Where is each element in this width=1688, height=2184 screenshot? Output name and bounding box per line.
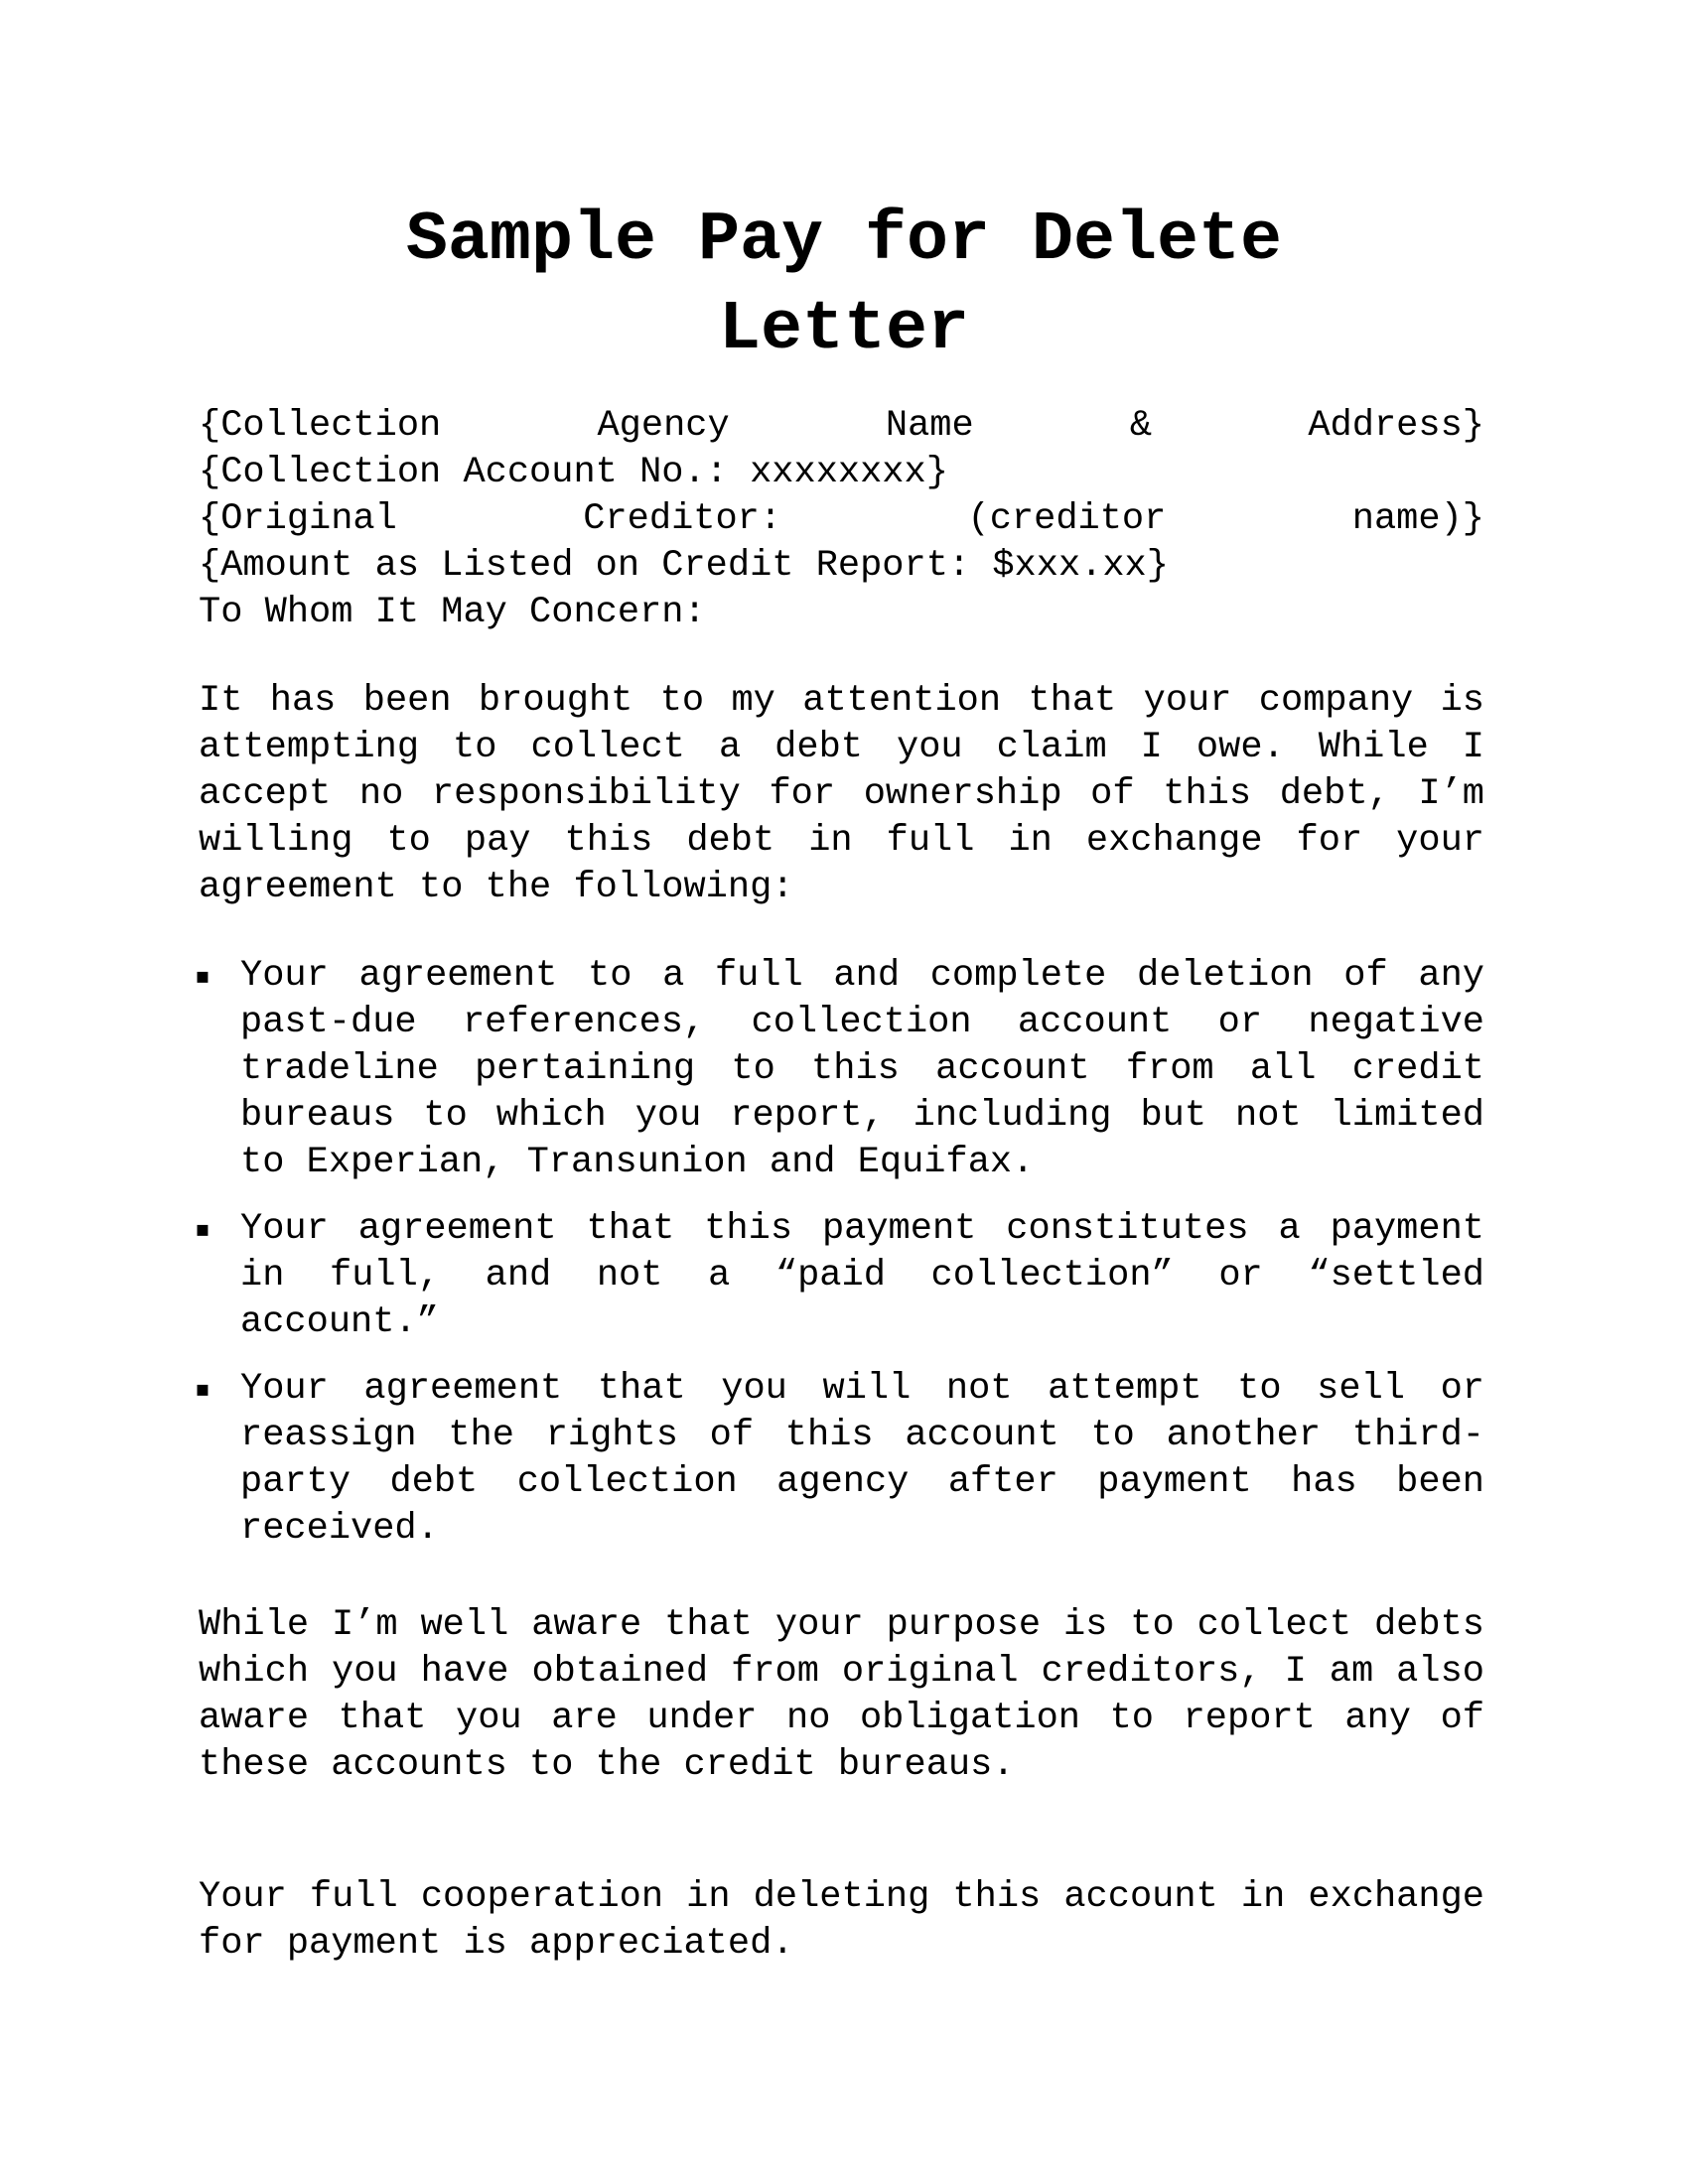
creditor-word: Creditor: [583,498,782,540]
agency-word: Agency [597,405,730,447]
list-item-text: Your agreement to a full and complete deletion of any past-due references, collection account or negative tradeline pertaining to this account from all credit bureaus to which you report, including but not limited to Experian, Transunion and Equifax. [240,955,1484,1183]
creditor-word: {Original [199,498,397,540]
amount-line: {Amount as Listed on Credit Report: $xxx.xx} [199,545,1169,587]
list-item-text: Your agreement that you will not attempt to sell or reassign the rights of this account to another third-party debt collection agency after payment has been received. [240,1368,1484,1550]
creditor-word: (creditor [967,498,1167,540]
title-line-1: Sample Pay for Delete [405,202,1283,280]
title-line-2: Letter [718,291,970,369]
list-item [195,1206,1484,1346]
opening-paragraph: It has been brought to my attention that your company is attempting to collect a debt you claim I owe. While I accept no responsibility for ownership of this debt, I’m willing to pay this debt in full in exchange for your agreement to the following: [199,680,1484,908]
agency-word: & [1129,405,1153,447]
square-bullet-icon: ▪ [195,1377,211,1402]
agency-word: {Collection [199,405,442,447]
opening-paragraph-block [199,678,1484,911]
creditor-word: name)} [1351,498,1484,540]
agency-word: Address} [1308,405,1484,447]
closing-paragraph: Your full cooperation in deleting this account in exchange for payment is appreciated. [199,1876,1484,1965]
agency-word: Name [885,405,974,447]
awareness-paragraph-block [199,1602,1484,1789]
salutation: To Whom It May Concern: [199,592,706,633]
awareness-paragraph: While I’m well aware that your purpose is to collect debts which you have obtained from original creditors, I am also aware that you are under no obligation to report any of these accounts to the credit bureaus. [199,1604,1484,1786]
list-item [195,953,1484,1186]
agreement-list [195,953,1484,1553]
account-number-line: {Collection Account No.: xxxxxxxx} [199,452,948,493]
original-creditor-line [199,496,1484,543]
closing-paragraph-block [199,1874,1484,1968]
list-item [195,1366,1484,1553]
list-item-text: Your agreement that this payment constitutes a payment in full, and not a “paid collection” or “settled account.” [240,1208,1484,1343]
square-bullet-icon: ▪ [195,964,211,989]
recipient-block [199,403,1484,636]
square-bullet-icon: ▪ [195,1217,211,1242]
agency-name-address-line [199,403,1484,450]
letter-title [199,197,1489,375]
